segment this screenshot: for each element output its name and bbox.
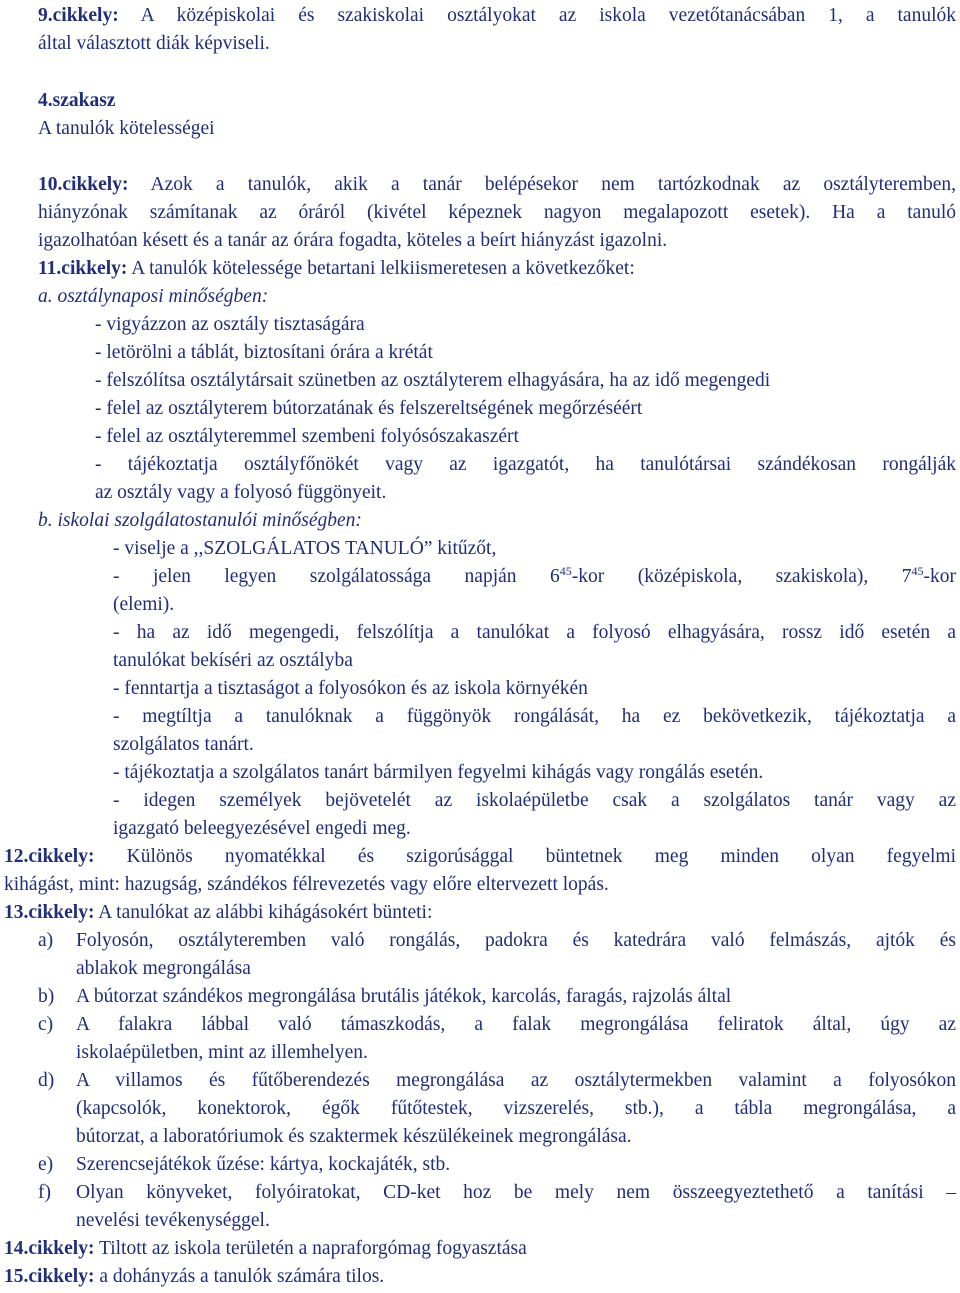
section-a-label: a. osztálynaposi minőségben:: [38, 286, 269, 307]
article-10-line-2: hiányzónak számítanak az óráról (kivétel képeznek nagyon megalapozott esetek). Ha a tanuló: [38, 202, 956, 223]
article-14-number: 14.cikkely:: [4, 1238, 95, 1259]
article-15-number: 15.cikkely:: [4, 1266, 95, 1287]
article-12-line-1: 12.cikkely: Különös nyomatékkal és szigorúsággal büntetnek meg minden olyan fegyelmi: [4, 846, 956, 867]
section-b-item-7: - idegen személyek bejövetelét az iskolaépületbe csak a szolgálatos tanár vagy az: [113, 790, 956, 811]
list-item-c-line-1: A falakra lábbal való támaszkodás, a falak megrongálása feliratok által, úgy az: [76, 1014, 956, 1035]
list-item-d-line-2: (kapcsolók, konektorok, égők fűtőtestek, vizszerelés, stb.), a tábla megrongálása, a: [76, 1098, 956, 1119]
section-b-item-5-cont: szolgálatos tanárt.: [113, 734, 254, 755]
list-label-c: c): [38, 1014, 54, 1035]
section-b-item-2: - jelen legyen szolgálatossága napján $6^{45}$-kor (középiskola, szakiskola), $7^{45}$-kor: [113, 564, 957, 587]
list-item-f-line-1: Olyan könyveket, folyóiratokat, CD-ket hoz be mely nem összeegyeztethető a tanítási –: [76, 1182, 956, 1203]
article-15-line: 15.cikkely: a dohányzás a tanulók számára tilos.: [4, 1266, 385, 1287]
section-b-item-7-cont: igazgató beleegyezésével engedi meg.: [113, 818, 411, 839]
article-10-line-3: igazolhatóan késett és a tanár az órára fogadta, köteles a beírt hiányzást igazolni.: [38, 230, 668, 251]
section-b-item-3-cont: tanulókat bekíséri az osztályba: [113, 650, 353, 671]
list-item-e-line-1: Szerencsejátékok űzése: kártya, kockajáték, stb.: [76, 1154, 451, 1175]
list-item-c-line-2: iskolaépületben, mint az illemhelyen.: [76, 1042, 368, 1063]
article-13-line: 13.cikkely: A tanulókat az alábbi kihágásokért bünteti:: [4, 902, 433, 923]
section-b-item-2-cont: (elemi).: [113, 594, 175, 615]
list-item-d-line-1: A villamos és fűtőberendezés megrongálása az osztálytermekben valamint a folyosókon: [76, 1070, 956, 1091]
section-4-title: A tanulók kötelességei: [38, 118, 215, 139]
list-label-f: f): [38, 1182, 51, 1203]
section-a-item-6-cont: az osztály vagy a folyosó függönyeit.: [95, 482, 387, 503]
article-12-number: 12.cikkely:: [4, 846, 95, 867]
section-a-item-5: - felel az osztályteremmel szembeni folyósószakaszért: [95, 426, 519, 447]
section-a-item-4: - felel az osztályterem bútorzatának és felszereltségének megőrzéséért: [95, 398, 643, 419]
list-item-a-line-2: ablakok megrongálása: [76, 958, 251, 979]
list-item-f-line-2: nevelési tevékenységgel.: [76, 1210, 270, 1231]
article-9-line-1: [38, 4, 956, 28]
list-item-d-line-3: bútorzat, a laboratóriumok és szaktermek készülékeinek megrongálása.: [76, 1126, 632, 1147]
section-b-label: b. iskolai szolgálatostanulói minőségben:: [38, 510, 362, 531]
article-9-number: 9.cikkely:: [38, 5, 119, 26]
section-b-item-4: - fenntartja a tisztaságot a folyosókon és az iskola környékén: [113, 678, 588, 699]
list-label-a: a): [38, 930, 54, 951]
article-12-line-2: kihágást, mint: hazugság, szándékos félrevezetés vagy előre eltervezett lopás.: [4, 874, 609, 895]
article-10-number: 10.cikkely:: [38, 174, 129, 195]
section-a-item-6: - tájékoztatja osztályfőnökét vagy az igazgatót, ha tanulótársai szándékosan rongálják: [95, 454, 956, 475]
article-10-line-1: 10.cikkely: Azok a tanulók, akik a tanár belépésekor nem tartózkodnak az osztályteremben,: [38, 174, 956, 195]
section-b-item-3: - ha az idő megengedi, felszólítja a tanulókat a folyosó elhagyására, rossz idő esetén a: [113, 622, 956, 643]
article-9-line-2: által választott diák képviseli.: [38, 33, 270, 54]
article-9-text-1: A középiskolai és szakiskolai osztályokat az iskola vezetőtanácsában 1, a tanulók: [118, 5, 956, 26]
section-a-item-2: - letörölni a táblát, biztosítani órára a krétát: [95, 342, 433, 363]
article-11-number: 11.cikkely:: [38, 258, 128, 279]
section-a-item-1: - vigyázzon az osztály tisztaságára: [95, 314, 365, 335]
list-item-b-line-1: A bútorzat szándékos megrongálása brutális játékok, karcolás, faragás, rajzolás által: [76, 986, 732, 1007]
section-b-item-6: - tájékoztatja a szolgálatos tanárt bármilyen fegyelmi kihágás vagy rongálás esetén.: [113, 762, 764, 783]
section-b-item-5: - megtíltja a tanulóknak a függönyök rongálását, ha ez bekövetkezik, tájékoztatja a: [113, 706, 956, 727]
list-label-b: b): [38, 986, 55, 1007]
section-a-item-3: - felszólítsa osztálytársait szünetben az osztályterem elhagyására, ha az idő megengedi: [95, 370, 771, 391]
list-item-a-line-1: Folyosón, osztályteremben való rongálás, padokra és katedrára való felmászás, ajtók és: [76, 930, 956, 951]
section-b-item-1: - viselje a ,,SZOLGÁLATOS TANULÓ” kitűzőt,: [113, 538, 497, 559]
article-14-line: 14.cikkely: Tiltott az iskola területén a napraforgómag fogyasztása: [4, 1238, 527, 1259]
article-11-line: 11.cikkely: A tanulók kötelessége betartani lelkiismeretesen a következőket:: [38, 258, 635, 279]
section-4-number: 4.szakasz: [38, 90, 116, 111]
list-label-e: e): [38, 1154, 54, 1175]
list-label-d: d): [38, 1070, 55, 1091]
article-13-number: 13.cikkely:: [4, 902, 95, 923]
